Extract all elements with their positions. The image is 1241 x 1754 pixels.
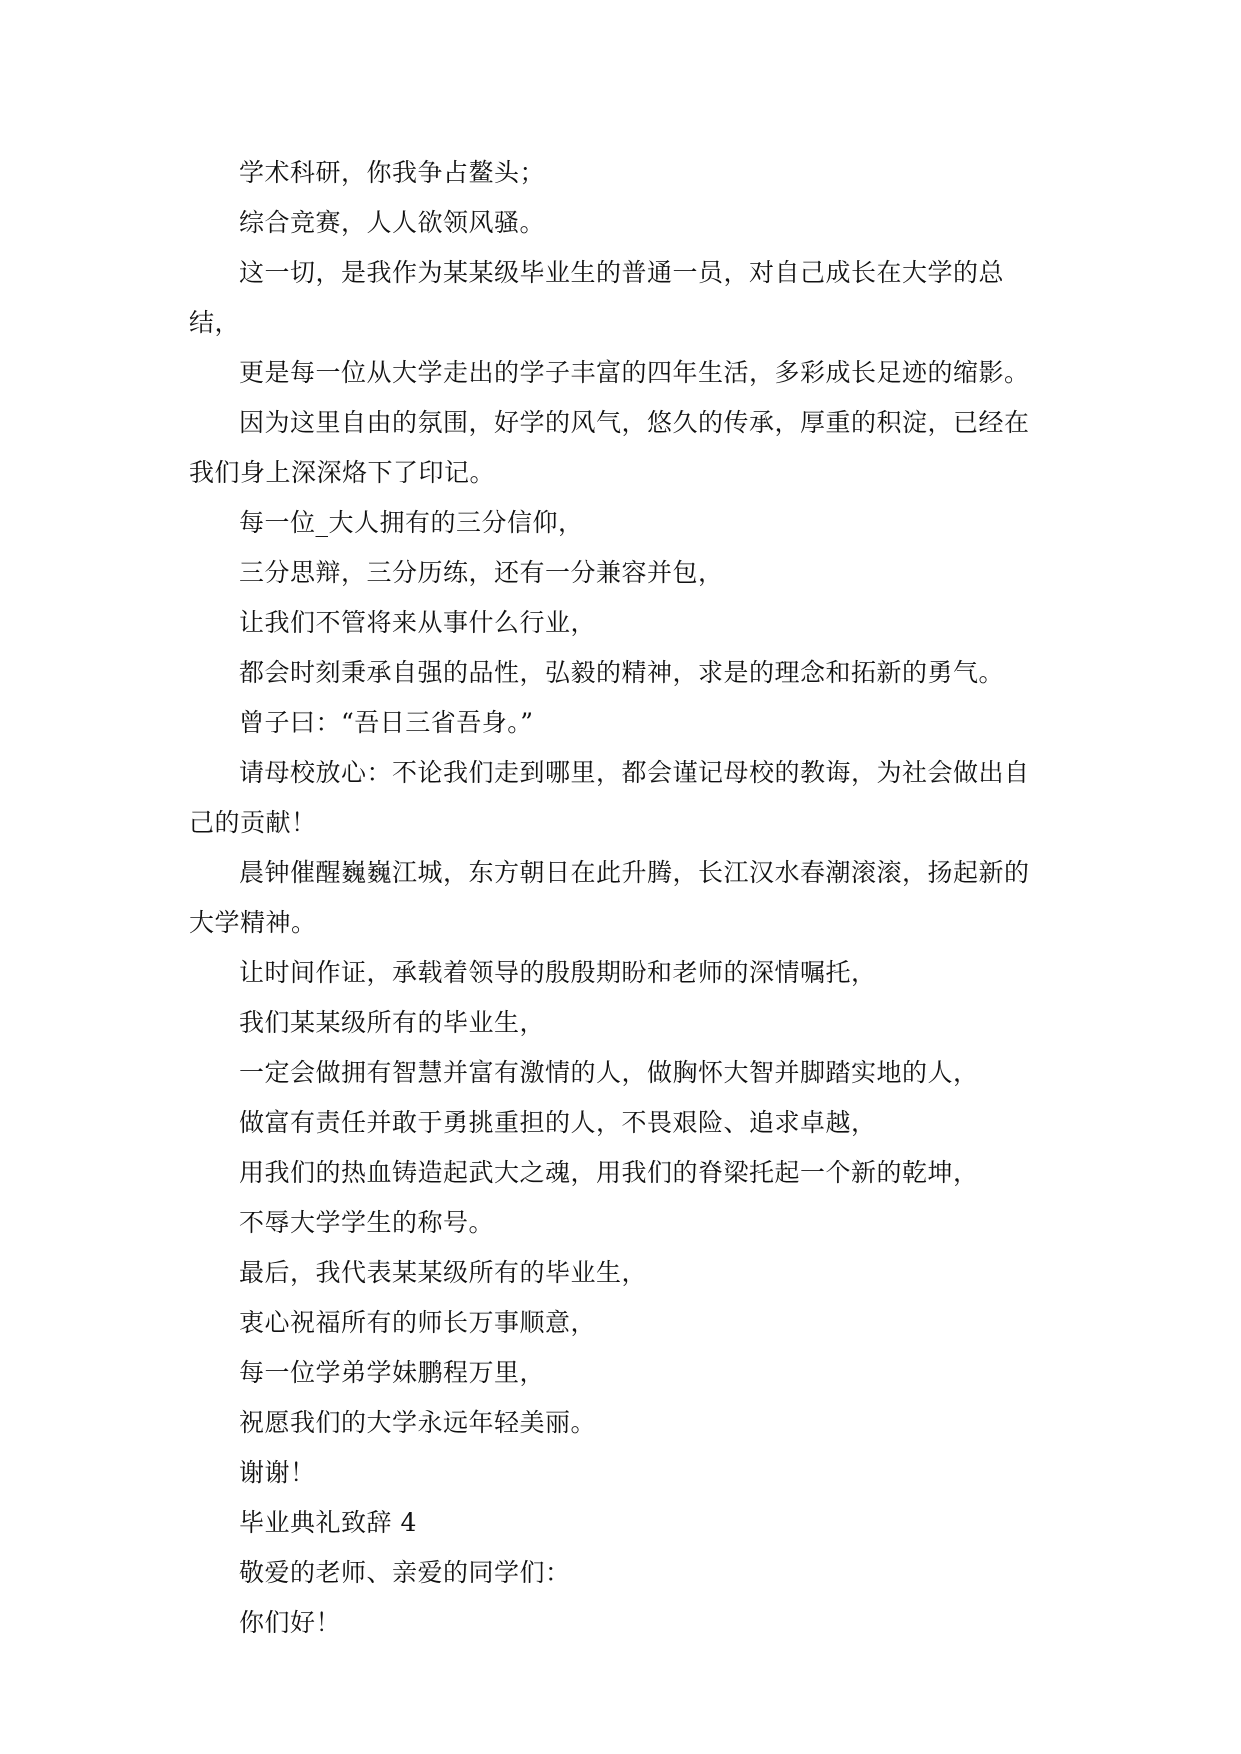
paragraph: 每一位学弟学妹鹏程万里， — [239, 1358, 546, 1387]
paragraph: 这一切，是我作为某某级毕业生的普通一员，对自己成长在大学的总结， — [189, 258, 1005, 337]
paragraph: 三分思辩，三分历练，还有一分兼容并包， — [239, 558, 724, 587]
paragraph: 用我们的热血铸造起武大之魂，用我们的脊梁托起一个新的乾坤， — [239, 1158, 979, 1187]
paragraph: 综合竞赛，人人欲领风骚。 — [239, 208, 546, 237]
paragraph: 敬爱的老师、亲爱的同学们： — [239, 1558, 571, 1587]
paragraph: 因为这里自由的氛围，好学的风气，悠久的传承，厚重的积淀，已经在我们身上深深烙下了印记。 — [189, 408, 1030, 487]
paragraph: 更是每一位从大学走出的学子丰富的四年生活，多彩成长足迹的缩影。 — [239, 358, 1030, 387]
paragraph: 祝愿我们的大学永远年轻美丽。 — [239, 1408, 597, 1437]
paragraph: 谢谢！ — [239, 1458, 316, 1487]
paragraph: 我们某某级所有的毕业生， — [239, 1008, 546, 1037]
paragraph: 学术科研，你我争占鳌头； — [239, 158, 546, 187]
paragraph: 最后，我代表某某级所有的毕业生， — [239, 1258, 648, 1287]
paragraph: 曾子曰：“吾日三省吾身。” — [239, 708, 534, 737]
paragraph: 一定会做拥有智慧并富有激情的人，做胸怀大智并脚踏实地的人， — [239, 1058, 979, 1087]
section-heading: 毕业典礼致辞 4 — [239, 1508, 417, 1537]
paragraph: 不辱大学学生的称号。 — [239, 1208, 495, 1237]
paragraph: 请母校放心：不论我们走到哪里，都会谨记母校的教诲，为社会做出自己的贡献！ — [189, 758, 1030, 837]
paragraph: 衷心祝福所有的师长万事顺意， — [239, 1308, 597, 1337]
paragraph: 你们好！ — [239, 1608, 342, 1637]
paragraph: 都会时刻秉承自强的品性，弘毅的精神，求是的理念和拓新的勇气。 — [239, 658, 1005, 687]
paragraph: 让时间作证，承载着领导的殷殷期盼和老师的深情嘱托， — [239, 958, 877, 987]
document-body — [189, 148, 1049, 1648]
paragraph: 每一位_大人拥有的三分信仰， — [239, 508, 584, 537]
paragraph: 做富有责任并敢于勇挑重担的人，不畏艰险、追求卓越， — [239, 1108, 877, 1137]
paragraph: 晨钟催醒巍巍江城，东方朝日在此升腾，长江汉水春潮滚滚，扬起新的大学精神。 — [189, 858, 1030, 937]
paragraph: 让我们不管将来从事什么行业， — [239, 608, 597, 637]
